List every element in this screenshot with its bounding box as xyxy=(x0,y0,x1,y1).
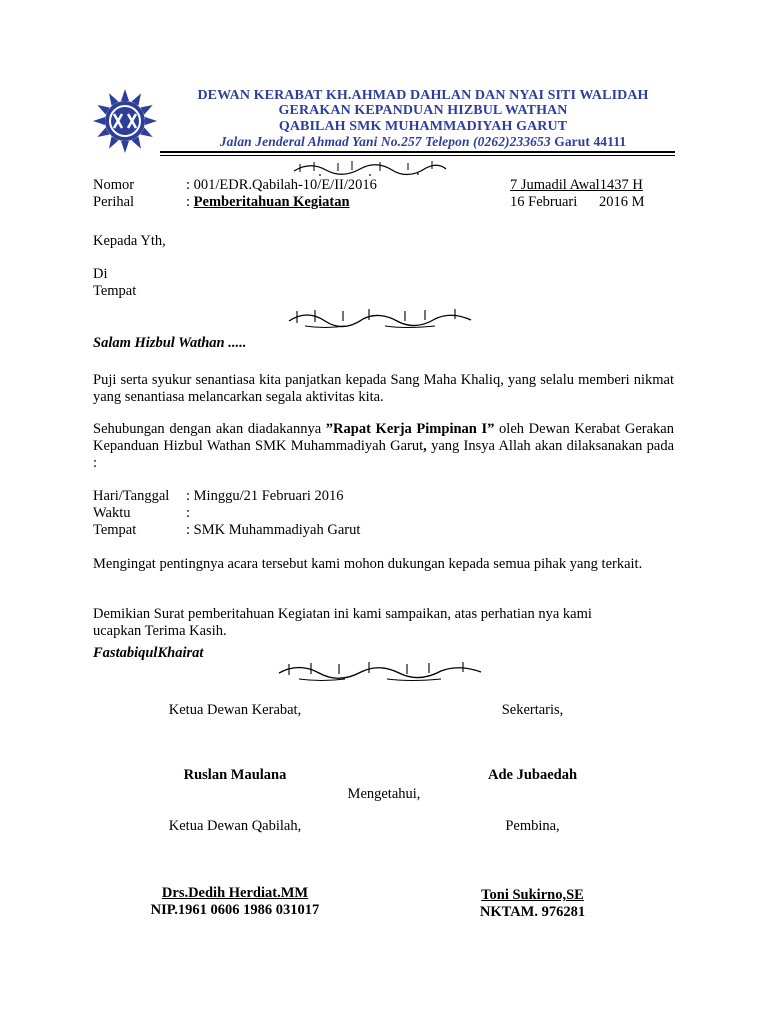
schedule-place-label: Tempat xyxy=(93,522,137,538)
date-masehi: 16 Februari 2016 M xyxy=(510,194,645,210)
sig-left2-title: Ketua Dewan Qabilah, xyxy=(168,818,302,834)
date-hijri: 7 Jumadil Awal1437 H xyxy=(510,177,643,193)
nomor-label: Nomor xyxy=(93,177,135,193)
letterhead-rule-thick xyxy=(160,151,675,153)
sig-right2-id: NKTAM. 976281 xyxy=(479,904,586,920)
paragraph-3: Mengingat pentingnya acara tersebut kami mohon dukungan kepada semua pihak yang terkait. xyxy=(93,556,643,572)
closing-salam-calligraphy xyxy=(275,658,485,683)
schedule-day-value: : Minggu/21 Februari 2016 xyxy=(186,488,344,504)
closing-motto: FastabiqulKhairat xyxy=(93,645,204,661)
perihal-value: : Pemberitahuan Kegiatan xyxy=(186,194,350,210)
nomor-value: : 001/EDR.Qabilah-10/E/II/2016 xyxy=(186,177,377,193)
perihal-subject: Pemberitahuan Kegiatan xyxy=(193,194,350,210)
sig-right2-name: Toni Sukirno,SE xyxy=(481,887,584,903)
event-name: ”Rapat Kerja Pimpinan I” xyxy=(325,421,495,437)
schedule-place-value: : SMK Muhammadiyah Garut xyxy=(186,522,361,538)
hizbul-wathan-logo xyxy=(92,88,158,154)
paragraph-4: Demikian Surat pemberitahuan Kegiatan ini kami sampaikan, atas perhatian nya kami ucapkan Terima Kasih. xyxy=(93,606,592,639)
schedule-time-label: Waktu xyxy=(93,505,131,521)
recipient-line-2: Di xyxy=(93,266,108,282)
sig-right2-title: Pembina, xyxy=(505,818,560,834)
sig-right-title: Sekertaris, xyxy=(501,702,564,718)
paragraph-1: Puji serta syukur senantiasa kita panjatkan kepada Sang Maha Khaliq, yang selalu memberi nikmat yang senantiasa melancarkan segala aktivitas kita. xyxy=(93,372,674,405)
basmalah-calligraphy xyxy=(290,156,450,178)
sig-right-name: Ade Jubaedah xyxy=(487,767,578,783)
sig-left-title: Ketua Dewan Kerabat, xyxy=(168,702,302,718)
letterhead-line-3: QABILAH SMK MUHAMMADIYAH GARUT xyxy=(278,119,568,134)
letterhead-line-1: DEWAN KERABAT KH.AHMAD DAHLAN DAN NYAI SITI WALIDAH xyxy=(197,88,649,103)
schedule-day-label: Hari/Tanggal xyxy=(93,488,170,504)
recipient-line-1: Kepada Yth, xyxy=(93,233,166,249)
sig-left2-name: Drs.Dedih Herdiat.MM xyxy=(161,885,309,901)
letterhead-line-2: GERAKAN KEPANDUAN HIZBUL WATHAN xyxy=(278,103,568,118)
perihal-label: Perihal xyxy=(93,194,135,210)
sig-left2-id: NIP.1961 0606 1986 031017 xyxy=(150,902,320,918)
recipient-line-3: Tempat xyxy=(93,283,137,299)
paragraph-2: Sehubungan dengan akan diadakannya ”Rapat Kerja Pimpinan I” oleh Dewan Kerabat Gerakan Kepanduan Hizbul Wathan SMK Muhammadiyah Garut, yang Insya Allah akan dilaksanakan pada : xyxy=(93,421,674,471)
address-city: Garut 44111 xyxy=(550,134,627,149)
acknowledged-label: Mengetahui, xyxy=(347,786,421,802)
schedule-time-value: : xyxy=(186,505,191,521)
greeting: Salam Hizbul Wathan ..... xyxy=(93,335,247,351)
letterhead-address xyxy=(160,134,686,150)
address-street: Jalan Jenderal Ahmad Yani No.257 Telepon (0262)233653 xyxy=(219,134,551,149)
sig-left-name: Ruslan Maulana xyxy=(183,767,287,783)
salam-calligraphy xyxy=(285,305,475,330)
